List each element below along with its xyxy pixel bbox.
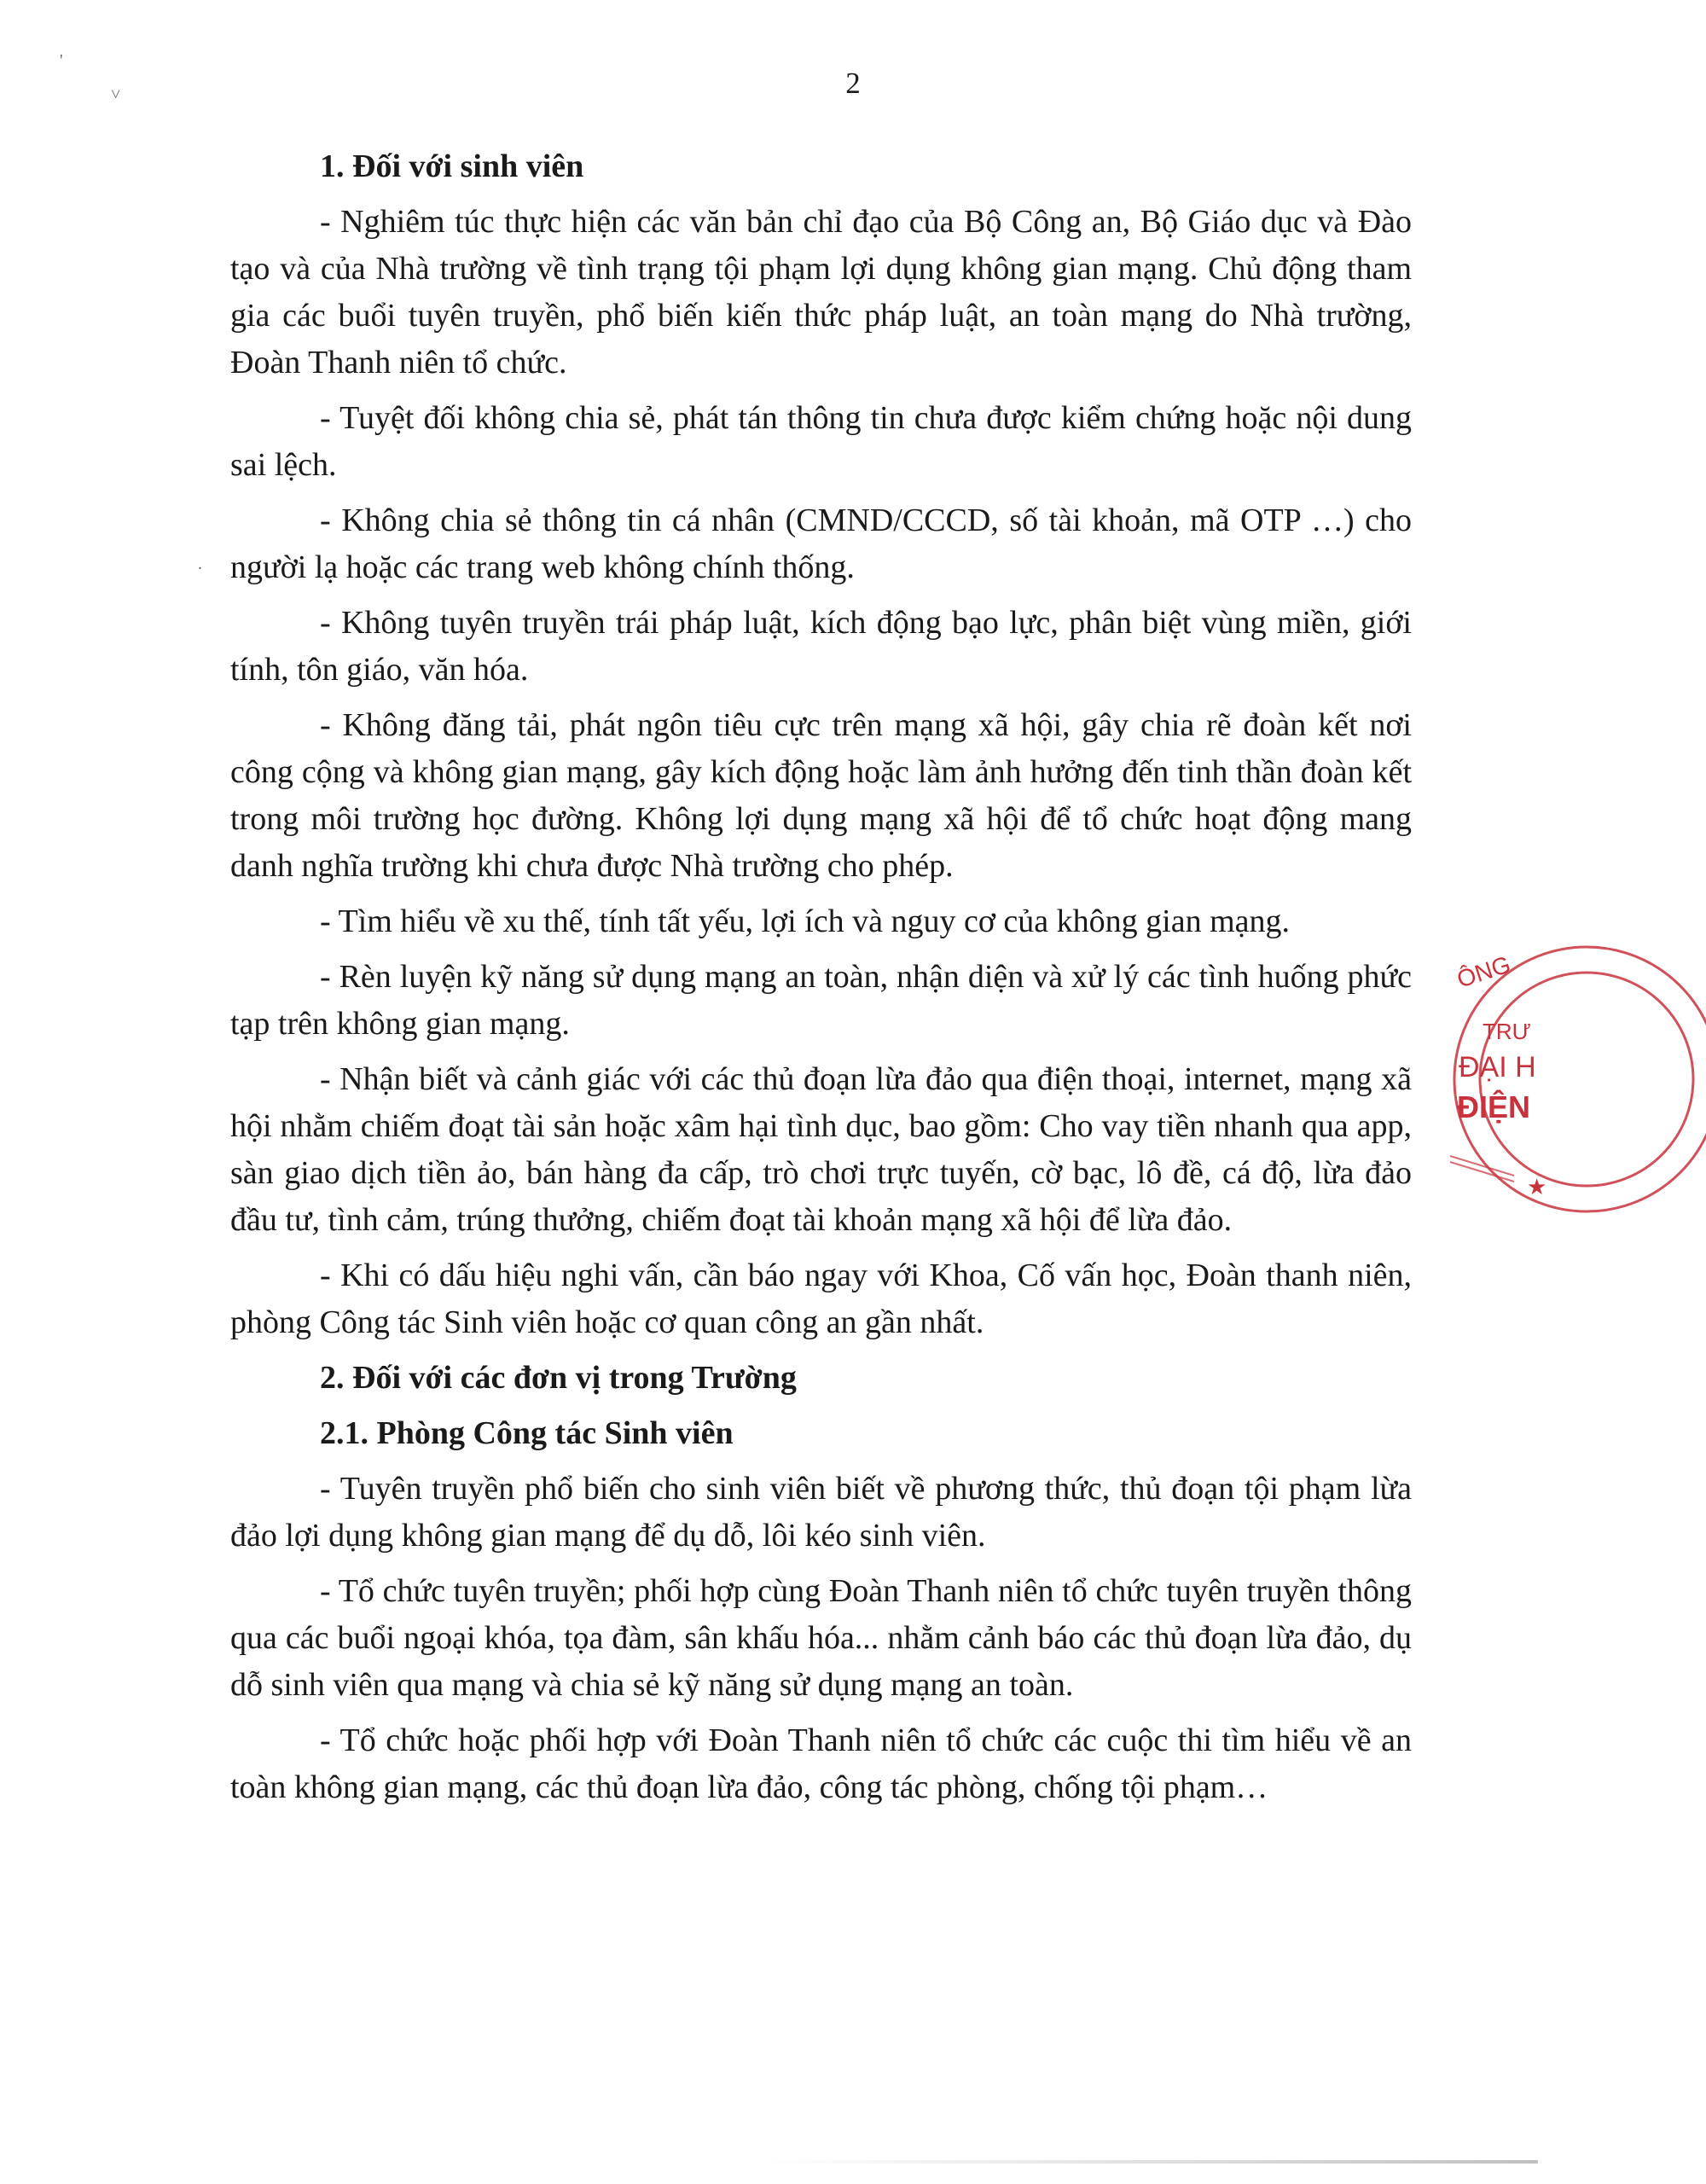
paragraph: - Tìm hiểu về xu thế, tính tất yếu, lợi ích và nguy cơ của không gian mạng. (320, 903, 1291, 939)
subsection-heading: 2.1. Phòng Công tác Sinh viên (320, 1415, 734, 1451)
paragraph: - Tổ chức hoặc phối hợp với Đoàn Thanh niên tổ chức các cuộc thi tìm hiểu về an toàn không gian mạng, các thủ đoạn lừa đảo, công tác phòng, chống tội phạm… (230, 1722, 1412, 1805)
paragraph: - Không chia sẻ thông tin cá nhân (CMND/CCCD, số tài khoản, mã OTP …) cho người lạ hoặc các trang web không chính thống. (230, 502, 1412, 585)
section-heading: 1. Đối với sinh viên (320, 148, 584, 184)
section-heading: 2. Đối với các đơn vị trong Trường (320, 1360, 797, 1396)
star-icon: ★ (1527, 1175, 1547, 1199)
scan-mark: . (198, 555, 202, 573)
official-stamp (1442, 938, 1638, 1211)
page-number: 2 (845, 67, 861, 100)
scan-mark: ˅ (111, 85, 121, 104)
paragraph: - Nghiêm túc thực hiện các văn bản chỉ đạo của Bộ Công an, Bộ Giáo dục và Đào tạo và của Nhà trường về tình trạng tội phạm lợi dụng không gian mạng. Chủ động tham gia các buổi tuyên truyền, phổ biến kiến thức pháp luật, an toàn mạng do Nhà trường, Đoàn Thanh niên tổ chức. (230, 204, 1412, 380)
scan-edge-line (768, 2160, 1538, 2164)
stamp-text: TRƯ (1483, 1019, 1531, 1044)
paragraph: - Khi có dấu hiệu nghi vấn, cần báo ngay với Khoa, Cố vấn học, Đoàn thanh niên, phòng Công tác Sinh viên hoặc cơ quan công an gần nhất. (230, 1258, 1412, 1340)
paragraph: - Tổ chức tuyên truyền; phối hợp cùng Đoàn Thanh niên tổ chức tuyên truyền thông qua các buổi ngoại khóa, tọa đàm, sân khấu hóa... nhằm cảnh báo các thủ đoạn lừa đảo, dụ dỗ sinh viên qua mạng và chia sẻ kỹ năng sử dụng mạng an toàn. (230, 1573, 1412, 1703)
stamp-text: ÔNG (1454, 950, 1514, 993)
paragraph: - Nhận biết và cảnh giác với các thủ đoạn lừa đảo qua điện thoại, internet, mạng xã hội nhằm chiếm đoạt tài sản hoặc xâm hại tình dục, bao gồm: Cho vay tiền nhanh qua app, sàn giao dịch tiền ảo, bán hàng đa cấp, trò chơi trực tuyến, cờ bạc, lô đề, cá độ, lừa đảo đầu tư, tình cảm, trúng thưởng, chiếm đoạt tài khoản mạng xã hội để lừa đảo. (230, 1061, 1412, 1238)
scan-mark: ' (60, 51, 63, 70)
stamp-text: ĐẠI H (1459, 1051, 1536, 1083)
document-body (230, 143, 1412, 1820)
paragraph: - Rèn luyện kỹ năng sử dụng mạng an toàn, nhận diện và xử lý các tình huống phức tạp trên không gian mạng. (230, 959, 1412, 1042)
paragraph: - Không đăng tải, phát ngôn tiêu cực trên mạng xã hội, gây chia rẽ đoàn kết nơi công cộng và không gian mạng, gây kích động hoặc làm ảnh hưởng đến tinh thần đoàn kết trong môi trường học đường. Không lợi dụng mạng xã hội để tổ chức hoạt động mang danh nghĩa trường khi chưa được Nhà trường cho phép. (230, 707, 1412, 884)
paragraph: - Tuyệt đối không chia sẻ, phát tán thông tin chưa được kiểm chứng hoặc nội dung sai lệch. (230, 400, 1412, 483)
stamp-text: ĐIỆN (1457, 1089, 1531, 1124)
paragraph: - Tuyên truyền phổ biến cho sinh viên biết về phương thức, thủ đoạn tội phạm lừa đảo lợi dụng không gian mạng để dụ dỗ, lôi kéo sinh viên. (230, 1471, 1412, 1554)
paragraph: - Không tuyên truyền trái pháp luật, kích động bạo lực, phân biệt vùng miền, giới tính, tôn giáo, văn hóa. (230, 605, 1412, 688)
